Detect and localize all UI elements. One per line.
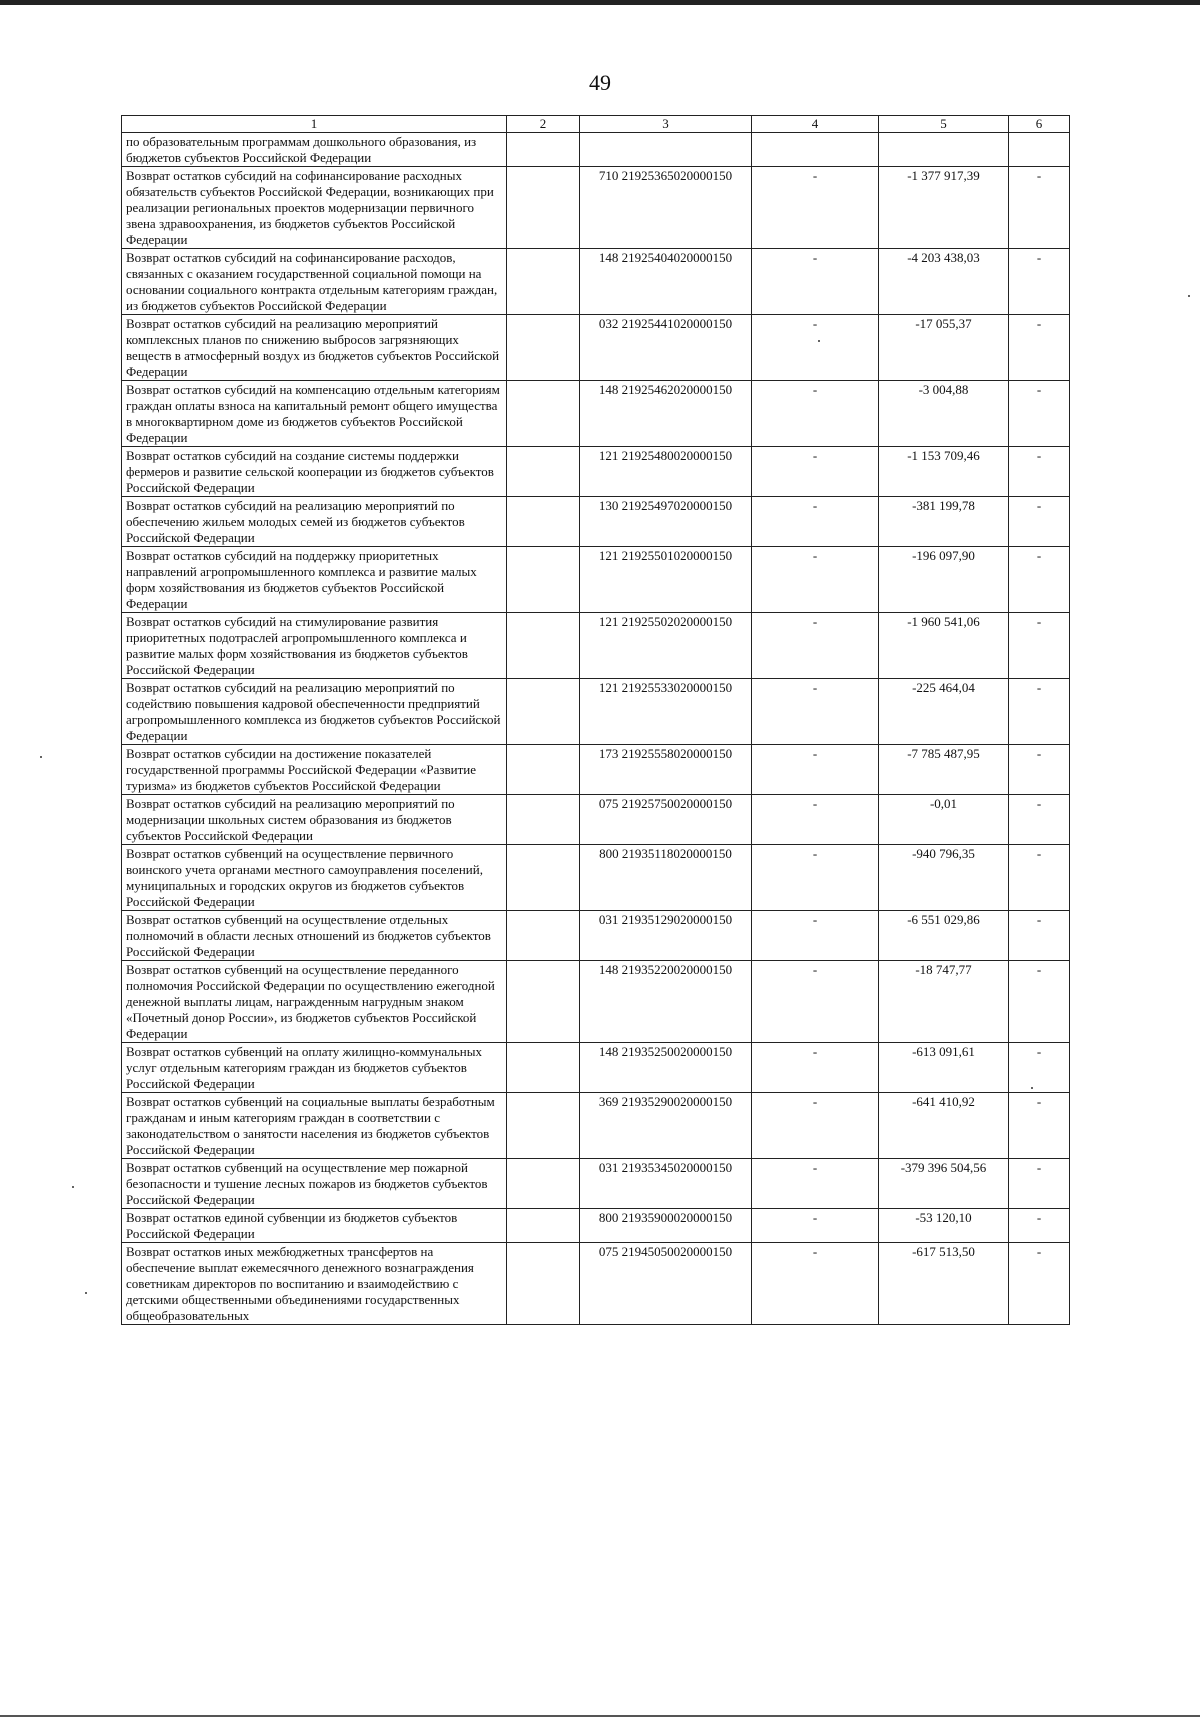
row-col6: - bbox=[1009, 1043, 1070, 1093]
row-col6: - bbox=[1009, 1209, 1070, 1243]
row-col4: - bbox=[752, 1209, 879, 1243]
row-amount: -381 199,78 bbox=[879, 497, 1009, 547]
row-col2 bbox=[507, 1209, 580, 1243]
table-row bbox=[122, 1209, 1070, 1243]
row-col2 bbox=[507, 613, 580, 679]
row-col2 bbox=[507, 961, 580, 1043]
row-col6: - bbox=[1009, 911, 1070, 961]
row-col6: - bbox=[1009, 447, 1070, 497]
row-budget-code: 075 21945050020000150 bbox=[580, 1243, 752, 1325]
column-header: 2 bbox=[507, 116, 580, 133]
row-col6: - bbox=[1009, 1093, 1070, 1159]
row-budget-code: 369 21935290020000150 bbox=[580, 1093, 752, 1159]
scan-speck bbox=[85, 1292, 87, 1294]
scan-speck bbox=[40, 756, 42, 758]
row-col2 bbox=[507, 447, 580, 497]
row-description: Возврат остатков субвенций на социальные выплаты безработным гражданам и иным категориям граждан в соответствии с законодательством о занятости населения из бюджетов субъектов Российской Федерации bbox=[122, 1093, 507, 1159]
row-budget-code: 075 21925750020000150 bbox=[580, 795, 752, 845]
row-col4: - bbox=[752, 1093, 879, 1159]
row-budget-code: 130 21925497020000150 bbox=[580, 497, 752, 547]
table-row bbox=[122, 133, 1070, 167]
row-description: Возврат остатков субсидий на стимулирование развития приоритетных подотраслей агропромышленного комплекса и развитие малых форм хозяйствования из бюджетов субъектов Российской Федерации bbox=[122, 613, 507, 679]
row-amount: -641 410,92 bbox=[879, 1093, 1009, 1159]
row-col4: - bbox=[752, 381, 879, 447]
row-amount: -17 055,37 bbox=[879, 315, 1009, 381]
table-row bbox=[122, 961, 1070, 1043]
row-description: Возврат остатков субсидий на софинансирование расходных обязательств субъектов Российской Федерации, возникающих при реализации региональных проектов модернизации первичного звена здравоохранения, из бюджетов субъектов Российской Федерации bbox=[122, 167, 507, 249]
row-description: Возврат остатков субсидий на реализацию мероприятий комплексных планов по снижению выбросов загрязняющих веществ в атмосферный воздух из бюджетов субъектов Российской Федерации bbox=[122, 315, 507, 381]
table-row bbox=[122, 1043, 1070, 1093]
column-header: 6 bbox=[1009, 116, 1070, 133]
table-body bbox=[122, 133, 1070, 1325]
row-description: Возврат остатков субсидии на достижение показателей государственной программы Российской Федерации «Развитие туризма» из бюджетов субъектов Российской Федерации bbox=[122, 745, 507, 795]
row-col4 bbox=[752, 133, 879, 167]
page-number: 49 bbox=[589, 70, 611, 95]
row-col6: - bbox=[1009, 497, 1070, 547]
row-budget-code: 173 21925558020000150 bbox=[580, 745, 752, 795]
row-description: Возврат остатков субвенций на оплату жилищно-коммунальных услуг отдельным категориям граждан из бюджетов субъектов Российской Федерации bbox=[122, 1043, 507, 1093]
column-header: 3 bbox=[580, 116, 752, 133]
row-col2 bbox=[507, 745, 580, 795]
row-col2 bbox=[507, 679, 580, 745]
row-description: Возврат остатков субвенций на осуществление мер пожарной безопасности и тушение лесных пожаров из бюджетов субъектов Российской Федерации bbox=[122, 1159, 507, 1209]
scan-speck bbox=[818, 340, 820, 342]
table-row bbox=[122, 315, 1070, 381]
row-col6: - bbox=[1009, 249, 1070, 315]
row-budget-code: 121 21925501020000150 bbox=[580, 547, 752, 613]
row-description: Возврат остатков субсидий на софинансирование расходов, связанных с оказанием государственной социальной помощи на основании социального контракта отдельным категориям граждан, из бюджетов субъектов Российской Федерации bbox=[122, 249, 507, 315]
row-col2 bbox=[507, 1243, 580, 1325]
row-budget-code: 148 21925462020000150 bbox=[580, 381, 752, 447]
row-col2 bbox=[507, 249, 580, 315]
row-col2 bbox=[507, 547, 580, 613]
table-row bbox=[122, 497, 1070, 547]
row-col6: - bbox=[1009, 381, 1070, 447]
row-col6: - bbox=[1009, 679, 1070, 745]
row-budget-code: 121 21925502020000150 bbox=[580, 613, 752, 679]
row-budget-code bbox=[580, 133, 752, 167]
budget-table bbox=[121, 115, 1070, 1325]
row-budget-code: 121 21925533020000150 bbox=[580, 679, 752, 745]
row-col6: - bbox=[1009, 315, 1070, 381]
row-col4: - bbox=[752, 497, 879, 547]
row-budget-code: 148 21925404020000150 bbox=[580, 249, 752, 315]
row-col4: - bbox=[752, 167, 879, 249]
row-col6: - bbox=[1009, 547, 1070, 613]
row-budget-code: 800 21935118020000150 bbox=[580, 845, 752, 911]
row-amount: -53 120,10 bbox=[879, 1209, 1009, 1243]
row-amount: -3 004,88 bbox=[879, 381, 1009, 447]
row-description: Возврат остатков субсидий на поддержку приоритетных направлений агропромышленного комплекса и развитие малых форм хозяйствования из бюджетов субъектов Российской Федерации bbox=[122, 547, 507, 613]
table-row bbox=[122, 547, 1070, 613]
row-col2 bbox=[507, 497, 580, 547]
row-amount: -4 203 438,03 bbox=[879, 249, 1009, 315]
row-description: Возврат остатков субвенций на осуществление отдельных полномочий в области лесных отношений из бюджетов субъектов Российской Федерации bbox=[122, 911, 507, 961]
row-budget-code: 031 21935129020000150 bbox=[580, 911, 752, 961]
row-col4: - bbox=[752, 1243, 879, 1325]
column-header-row bbox=[122, 116, 1070, 133]
table-row bbox=[122, 1159, 1070, 1209]
row-description: Возврат остатков субсидий на реализацию мероприятий по обеспечению жильем молодых семей из бюджетов субъектов Российской Федерации bbox=[122, 497, 507, 547]
table-row bbox=[122, 745, 1070, 795]
row-description: Возврат остатков субвенций на осуществление первичного воинского учета органами местного самоуправления поселений, муниципальных и городских округов из бюджетов субъектов Российской Федерации bbox=[122, 845, 507, 911]
row-budget-code: 710 21925365020000150 bbox=[580, 167, 752, 249]
row-budget-code: 031 21935345020000150 bbox=[580, 1159, 752, 1209]
row-amount: -0,01 bbox=[879, 795, 1009, 845]
row-description: Возврат остатков субсидий на компенсацию отдельным категориям граждан оплаты взноса на капитальный ремонт общего имущества в многоквартирном доме из бюджетов субъектов Российской Федерации bbox=[122, 381, 507, 447]
row-budget-code: 800 21935900020000150 bbox=[580, 1209, 752, 1243]
row-amount: -1 960 541,06 bbox=[879, 613, 1009, 679]
row-col2 bbox=[507, 1093, 580, 1159]
row-col4: - bbox=[752, 547, 879, 613]
table-row bbox=[122, 795, 1070, 845]
row-col6: - bbox=[1009, 745, 1070, 795]
row-col2 bbox=[507, 1043, 580, 1093]
row-budget-code: 148 21935220020000150 bbox=[580, 961, 752, 1043]
row-col2 bbox=[507, 315, 580, 381]
row-description: Возврат остатков субсидий на реализацию мероприятий по модернизации школьных систем образования из бюджетов субъектов Российской Федерации bbox=[122, 795, 507, 845]
column-header: 1 bbox=[122, 116, 507, 133]
row-col2 bbox=[507, 1159, 580, 1209]
row-col4: - bbox=[752, 1043, 879, 1093]
row-amount: -7 785 487,95 bbox=[879, 745, 1009, 795]
scan-speck bbox=[72, 1186, 74, 1188]
row-col2 bbox=[507, 381, 580, 447]
row-budget-code: 121 21925480020000150 bbox=[580, 447, 752, 497]
row-col2 bbox=[507, 133, 580, 167]
column-header: 4 bbox=[752, 116, 879, 133]
table-row bbox=[122, 167, 1070, 249]
row-description: Возврат остатков субсидий на реализацию мероприятий по содействию повышения кадровой обеспеченности предприятий агропромышленного комплекса из бюджетов субъектов Российской Федерации bbox=[122, 679, 507, 745]
row-col4: - bbox=[752, 845, 879, 911]
table-row bbox=[122, 845, 1070, 911]
row-amount: -196 097,90 bbox=[879, 547, 1009, 613]
table-row bbox=[122, 679, 1070, 745]
row-amount: -1 153 709,46 bbox=[879, 447, 1009, 497]
row-description: Возврат остатков субсидий на создание системы поддержки фермеров и развитие сельской кооперации из бюджетов субъектов Российской Федерации bbox=[122, 447, 507, 497]
scan-speck bbox=[1031, 1087, 1033, 1089]
row-col6 bbox=[1009, 133, 1070, 167]
top-scan-edge bbox=[0, 0, 1200, 5]
table-row bbox=[122, 249, 1070, 315]
row-amount: -1 377 917,39 bbox=[879, 167, 1009, 249]
row-col6: - bbox=[1009, 1243, 1070, 1325]
row-description: Возврат остатков иных межбюджетных трансфертов на обеспечение выплат ежемесячного денежного вознаграждения советникам директоров по воспитанию и взаимодействию с детскими общественными объединениями государственных общеобразовательных bbox=[122, 1243, 507, 1325]
table-row bbox=[122, 447, 1070, 497]
scan-speck bbox=[1188, 295, 1190, 297]
row-col6: - bbox=[1009, 613, 1070, 679]
row-description: Возврат остатков субвенций на осуществление переданного полномочия Российской Федерации по осуществлению ежегодной денежной выплаты лицам, награжденным нагрудным знаком «Почетный донор России», из бюджетов субъектов Российской Федерации bbox=[122, 961, 507, 1043]
table-row bbox=[122, 911, 1070, 961]
row-amount: -617 513,50 bbox=[879, 1243, 1009, 1325]
row-col4: - bbox=[752, 1159, 879, 1209]
row-col2 bbox=[507, 167, 580, 249]
row-col6: - bbox=[1009, 795, 1070, 845]
row-amount: -6 551 029,86 bbox=[879, 911, 1009, 961]
row-col4: - bbox=[752, 911, 879, 961]
row-amount: -379 396 504,56 bbox=[879, 1159, 1009, 1209]
row-col4: - bbox=[752, 613, 879, 679]
table-row bbox=[122, 381, 1070, 447]
row-col6: - bbox=[1009, 167, 1070, 249]
row-col4: - bbox=[752, 315, 879, 381]
table-row bbox=[122, 1093, 1070, 1159]
row-col4: - bbox=[752, 745, 879, 795]
row-col4: - bbox=[752, 679, 879, 745]
row-col6: - bbox=[1009, 845, 1070, 911]
row-col6: - bbox=[1009, 961, 1070, 1043]
row-amount bbox=[879, 133, 1009, 167]
table-row bbox=[122, 613, 1070, 679]
row-col4: - bbox=[752, 961, 879, 1043]
column-header: 5 bbox=[879, 116, 1009, 133]
row-budget-code: 032 21925441020000150 bbox=[580, 315, 752, 381]
row-col2 bbox=[507, 845, 580, 911]
row-col2 bbox=[507, 911, 580, 961]
row-col4: - bbox=[752, 249, 879, 315]
row-col2 bbox=[507, 795, 580, 845]
row-col4: - bbox=[752, 795, 879, 845]
row-description: Возврат остатков единой субвенции из бюджетов субъектов Российской Федерации bbox=[122, 1209, 507, 1243]
row-col4: - bbox=[752, 447, 879, 497]
row-amount: -613 091,61 bbox=[879, 1043, 1009, 1093]
row-col6: - bbox=[1009, 1159, 1070, 1209]
row-budget-code: 148 21935250020000150 bbox=[580, 1043, 752, 1093]
row-amount: -225 464,04 bbox=[879, 679, 1009, 745]
row-amount: -940 796,35 bbox=[879, 845, 1009, 911]
table-row bbox=[122, 1243, 1070, 1325]
row-description: по образовательным программам дошкольного образования, из бюджетов субъектов Российской Федерации bbox=[122, 133, 507, 167]
row-amount: -18 747,77 bbox=[879, 961, 1009, 1043]
